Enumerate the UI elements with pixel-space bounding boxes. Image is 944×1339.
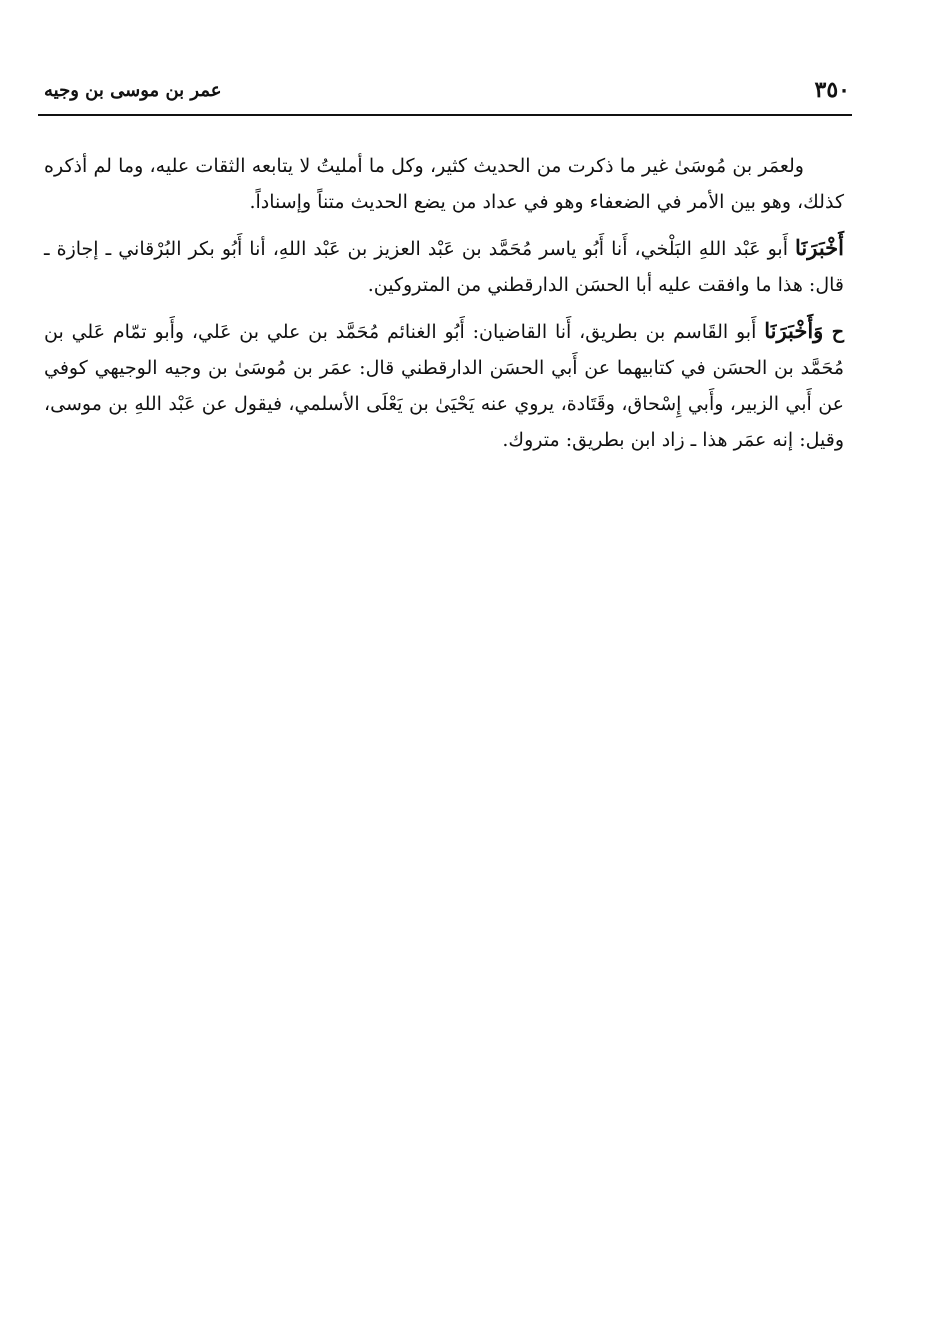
paragraph-2 — [44, 230, 844, 303]
page-header — [44, 70, 850, 114]
paragraph-3 — [44, 313, 844, 458]
paragraph-1-text: ولعمَر بن مُوسَىٰ غير ما ذكرت من الحديث كثير، وكل ما أمليتُ لا يتابعه الثقات عليه، وما لم أذكره كذلك، وهو بين الأمر في الضعفاء وهو في عداد من يضع الحديث متناً وإسناداً. — [44, 155, 844, 213]
running-title: عمر بن موسى بن وجيه — [44, 80, 222, 101]
page-number: ٣٥٠ — [814, 77, 850, 103]
paragraph-3-marker: ح — [823, 321, 844, 343]
paragraph-1 — [44, 148, 844, 220]
paragraph-2-text: أَبو عَبْد اللهِ البَلْخي، أَنا أَبُو ياسر مُحَمَّد بن عَبْد العزيز بن عَبْد اللهِ، أنا أَبُو بكر البُرْقاني ـ إجازة ـ قال: هذا ما وافقت عليه أبا الحسَن الدارقطني من المتروكين. — [44, 238, 844, 296]
paragraph-3-text: أَبو القَاسم بن بطريق، أَنا القاضيان: أَبُو الغنائم مُحَمَّد بن علي بن عَلي، وأَبو تمّام عَلي بن مُحَمَّد بن الحسَن في كتابيهما عن أَبي الحسَن الدارقطني قال: عمَر بن مُوسَىٰ بن وجيه الوجيهي كوفي عن أَبي الزبير، وأَبي إِسْحاق، وقَتَادة، يروي عنه يَحْيَىٰ بن يَعْلَى الأسلمي، فيقول عن عَبْد اللهِ بن موسى، وقيل: إنه عمَر هذا ـ زاد ابن بطريق: متروك. — [44, 321, 844, 451]
paragraph-2-lead: أَخْبَرَنَا — [795, 235, 844, 260]
header-divider — [38, 114, 852, 116]
page-body — [44, 148, 844, 468]
paragraph-3-lead: وَأَخْبَرَنَا — [764, 318, 824, 343]
